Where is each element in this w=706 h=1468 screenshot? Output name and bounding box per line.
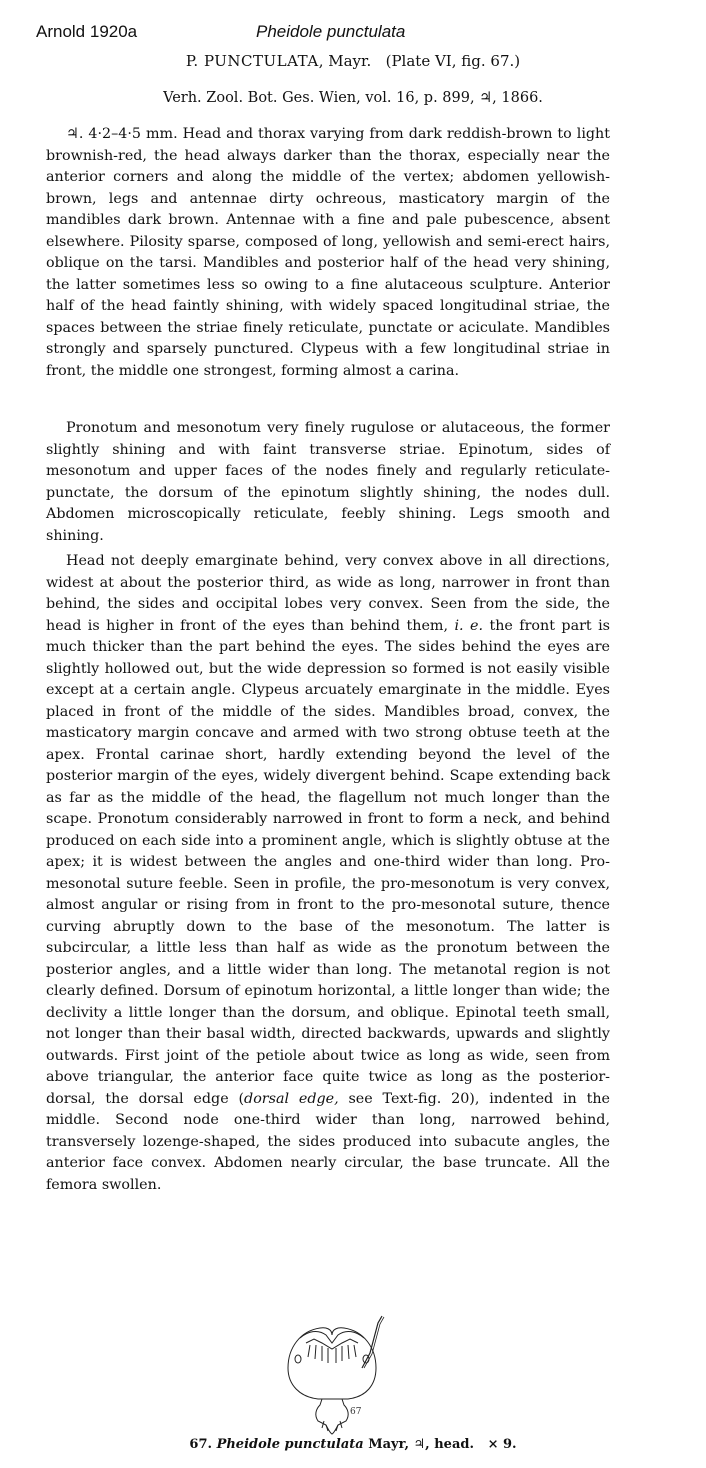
plate-reference: (Plate VI, fig. 67.) bbox=[385, 52, 521, 70]
caption-text: Mayr, ♃, head. bbox=[368, 1437, 474, 1452]
caption-magnification: × 9. bbox=[487, 1437, 517, 1452]
taxon-header: Pheidole punctulata bbox=[256, 22, 406, 41]
description-paragraph-2 bbox=[46, 418, 610, 547]
caption-taxon: Pheidole punctulata bbox=[216, 1437, 364, 1452]
paragraph-1-text: 4·2–4·5 mm. Head and thorax varying from dark reddish-brown to light brownish-red, the head always darker than the thorax, especially near the anterior corners and along the middle of the vertex; abdomen yellowish-brown, legs and antennae dirty ochreous, masticatory margin of the mandibles dark brown. Antennae with a fine and pale pubescence, absent elsewhere. Pilosity sparse, composed of long, yellowish and semi-erect hairs, oblique on the tarsi. Mandibles and posterior half of the head very shining, the latter sometimes less so owing to a fine alutaceous sculpture. Anterior half of the head faintly shining, with widely spaced longitudinal striae, the spaces between the striae finely reticulate, punctate or aciculate. Mandibles strongly and sparsely punctured. Clypeus with a few longitudinal striae in front, the middle one strongest, forming almost a carina. bbox=[46, 126, 610, 379]
paragraph-2-text: Pronotum and mesonotum very finely rugulose or alutaceous, the former slightly shining and with faint transverse striae. Epinotum, sides of mesonotum and upper faces of the nodes finely and regularly reticulate-punctate, the dorsum of the epinotum slightly shining, the nodes dull. Abdomen microscopically reticulate, feebly shining. Legs smooth and shining. bbox=[46, 420, 610, 544]
species-title bbox=[0, 52, 706, 70]
source-header: Arnold 1920a bbox=[36, 22, 138, 41]
paragraph-3-text-b: the front part is much thicker than the part behind the eyes. The sides behind the eyes are slightly hollowed out, but the wide depression so formed is not easily visible except at a certain angle. Clypeus arcuately emarginate in the middle. Eyes placed in front of the middle of the sides. Mandibles broad, convex, the masticatory margin concave and armed with two strong obtuse teeth at the apex. Frontal carinae short, hardly extending beyond the level of the posterior margin of the eyes, widely divergent behind. Scape extending back as far as the middle of the head, the flagellum not much longer than the scape. Pronotum considerably narrowed in front to form a neck, and behind produced on each side into a prominent angle, which is slightly obtuse at the apex; it is widest between the angles and one-third wider than long. Pro-mesonotal suture feeble. Seen in profile, the pro-mesonotum is very convex, almost angular or rising from in front to the pro-mesonotal suture, thence curving abruptly down to the base of the mesonotum. The latter is subcircular, a little less than half as wide as the pronotum between the posterior angles, and a little wider than long. The metanotal region is not clearly defined. Dorsum of epinotum horizontal, a little longer than wide; the declivity a little longer than the dorsum, and oblique. Epinotal teeth small, not longer than their basal width, directed backwards, upwards and slightly outwards. First joint of the petiole about twice as long as wide, seen from above triangular, the anterior face quite twice as long as the posterior-dorsal, the dorsal edge ( bbox=[46, 617, 611, 1107]
paragraph-3-dorsal-edge: dorsal edge, bbox=[244, 1090, 339, 1107]
description-paragraph-1 bbox=[46, 124, 610, 382]
figure-caption bbox=[0, 1437, 706, 1452]
figure-number: 67 bbox=[350, 1407, 362, 1417]
caste-symbol: ♃. bbox=[66, 126, 84, 142]
paragraph-3-text-c: see Text-fig. 20), indented in the middle. Second node one-third wider than long, narrowed behind, transversely lozenge-shaped, the sides produced into subacute angles, the anterior face convex. Abdomen nearly circular, the base truncate. All the femora swollen. bbox=[46, 1090, 610, 1193]
head-illustration bbox=[270, 1313, 400, 1438]
literature-reference: Verh. Zool. Bot. Ges. Wien, vol. 16, p. 899, ♃, 1866. bbox=[163, 90, 543, 106]
description-paragraph-3 bbox=[46, 551, 610, 1196]
paragraph-3-ie: i. e. bbox=[454, 617, 484, 634]
species-author: , Mayr. bbox=[318, 52, 372, 70]
paragraph-3-text-a: Head not deeply emarginate behind, very convex above in all directions, widest at about the posterior third, as wide as long, narrower in front than behind, the sides and occipital lobes very convex. Seen from the side, the head is higher in front of the eyes than behind them, bbox=[46, 553, 610, 634]
species-name: P. PUNCTULATA bbox=[185, 52, 319, 70]
caption-number: 67. bbox=[189, 1437, 213, 1452]
